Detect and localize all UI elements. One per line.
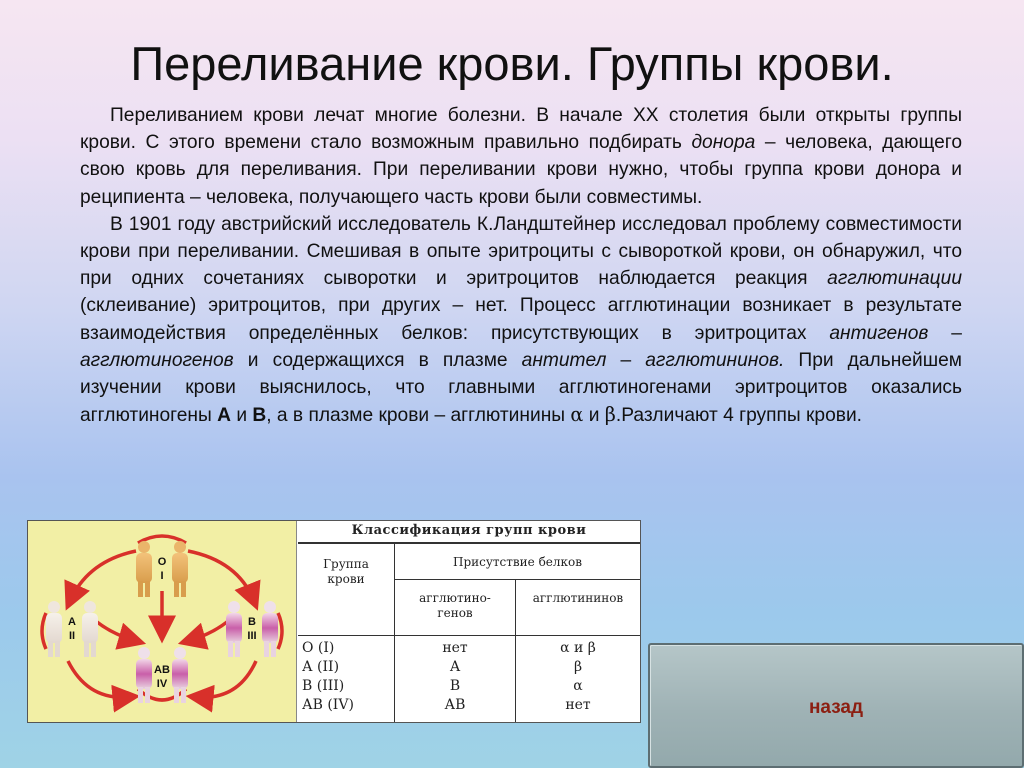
group-o-figures	[136, 541, 188, 597]
beta-symbol: β	[604, 403, 616, 427]
transfusion-scheme-drawing	[28, 521, 296, 722]
term-antibodies: антител	[521, 349, 607, 371]
table-row: А (II)	[302, 659, 340, 675]
term-antigens: антигенов	[829, 322, 929, 344]
back-button[interactable]	[648, 643, 1024, 768]
scheme-label-ab-roman: IV	[156, 678, 168, 690]
table-rule-top	[298, 542, 640, 544]
term-agglutination: агглютинации	[827, 268, 962, 290]
table-row: АВ (IV)	[302, 697, 354, 713]
alpha-symbol: α	[570, 403, 584, 427]
group-column	[302, 639, 392, 715]
term-donor: донора	[691, 132, 756, 154]
body-text	[80, 102, 962, 429]
transfusion-scheme	[28, 521, 297, 722]
table-row: О (I)	[302, 640, 335, 656]
scheme-label-ab-letter: AB	[154, 664, 170, 676]
scheme-label-a-letter: A	[68, 616, 76, 628]
paragraph-2: В 1901 году австрийский исследователь К.Ландштейнер исследовал проблему совместимости крови при переливании. Смешивая в опыте эритроциты с сывороткой крови, он обнаружил, что при одних сочетаниях сыворотки и эритроцитов наблюдается реакция агглютинации (склеивание) эритроцитов, при других – нет. Процесс агглютинации возникает в результате взаимодействия определённых белков: присутствующих в эритроцитах антигенов – агглютиногенов и содержащихся в плазме антител – агглютининов. При дальнейшем изучении крови выяснилось, что главными агглютиногенами эритроцитов оказались агглютиногены А и В, а в плазме крови – агглютинины α и β.Различают 4 группы крови.	[80, 213, 962, 427]
scheme-label-b-letter: B	[248, 616, 256, 628]
header-agglutinins: агглютининов	[532, 591, 624, 605]
scheme-label-o-letter: O	[157, 556, 167, 568]
scheme-label-b-roman: III	[247, 630, 257, 642]
header-agglutinogens: агглютино- генов	[419, 591, 491, 620]
header-group: Группа крови	[323, 557, 369, 586]
table-rule-sub	[394, 579, 640, 580]
agglutinogen-a: А	[217, 405, 232, 427]
table-title: Классификация групп крови	[351, 523, 587, 538]
group-a-figures	[46, 601, 98, 657]
classification-table	[298, 521, 640, 722]
scheme-label-o-roman: I	[160, 570, 164, 582]
agglutinogens-column: нет А В АВ	[442, 640, 468, 713]
blood-groups-figure	[27, 520, 641, 723]
slide-title: Переливание крови. Группы крови.	[130, 37, 894, 90]
scheme-label-a-roman: II	[68, 630, 76, 642]
table-row: В (III)	[302, 678, 345, 694]
header-presence: Присутствие белков	[452, 555, 583, 569]
back-button-label: назад	[808, 697, 864, 718]
agglutinins-column: α и β β α нет	[560, 640, 596, 713]
agglutinogen-b: В	[252, 405, 267, 427]
paragraph-1: Переливанием крови лечат многие болезни. В начале XX столетия были открыты группы крови. С этого времени стало возможным правильно подбирать донора – человека, дающего свою кровь для переливания. При переливании крови нужно, чтобы группа крови донора и реципиента – человека, получающего часть крови были совместимы.	[80, 105, 962, 208]
term-agglutinins: агглютининов.	[645, 349, 785, 371]
group-b-figures	[226, 601, 278, 657]
table-rule-header	[298, 635, 640, 636]
term-agglutinogens: агглютиногенов	[80, 349, 234, 371]
